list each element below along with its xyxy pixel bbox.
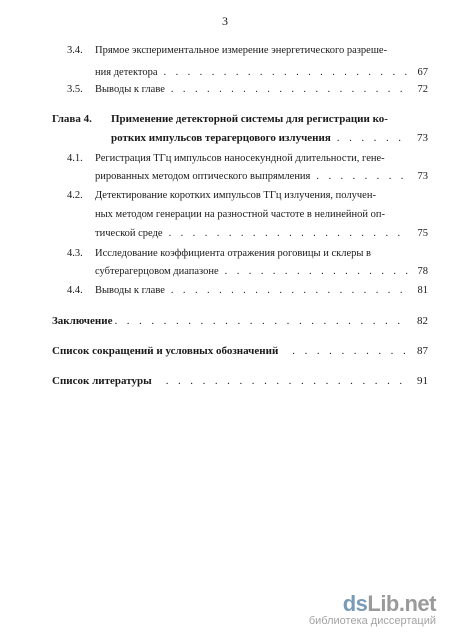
toc-title-line: Заключение xyxy=(52,315,113,327)
toc-title-line: Детектирование коротких импульсов ТГц излучения, получен- xyxy=(95,190,376,201)
toc-title-line: Выводы к главе xyxy=(95,285,165,296)
toc-title-line: ных методом генерации на разностной частоте в нелинейной оп- xyxy=(95,209,386,220)
section-number: 4.3. xyxy=(67,248,83,259)
toc-title-line: ния детектора xyxy=(95,67,158,78)
page-ref: 67 xyxy=(417,67,428,78)
dot-leader xyxy=(114,315,408,327)
toc-title-line: Прямое экспериментальное измерение энергетического разреше- xyxy=(95,45,388,56)
watermark-subtitle: библиотека диссертаций xyxy=(308,615,436,627)
dot-leader xyxy=(171,84,408,95)
dot-leader xyxy=(337,132,408,144)
page-number: 3 xyxy=(222,14,228,28)
section-number: 4.2. xyxy=(67,190,83,201)
chapter-label: Глава 4. xyxy=(52,113,92,125)
dot-leader xyxy=(292,345,408,357)
toc-title-line: Исследование коэффициента отражения роговицы и склеры в xyxy=(95,248,372,259)
dot-leader xyxy=(225,266,408,277)
toc-title-line: субтерагерцовом диапазоне xyxy=(95,266,219,277)
toc-title-line: тической среде xyxy=(95,228,163,239)
section-number: 4.1. xyxy=(67,153,83,164)
toc-title-line: Список литературы xyxy=(52,375,152,387)
toc-title-line: рированных методом оптического выпрямления xyxy=(95,171,311,182)
dslib-logo: dsLib.net xyxy=(342,591,436,616)
page-ref: 75 xyxy=(417,228,428,239)
section-number: 3.4. xyxy=(67,45,83,56)
toc-title-line: Список сокращений и условных обозначений xyxy=(52,345,279,357)
dot-leader xyxy=(316,171,408,182)
page-ref: 78 xyxy=(417,266,428,277)
dot-leader xyxy=(166,375,408,387)
page-ref: 73 xyxy=(417,171,428,182)
section-number: 3.5. xyxy=(67,84,83,95)
page-ref: 81 xyxy=(417,285,428,296)
toc-title-line: Выводы к главе xyxy=(95,84,165,95)
page-ref: 73 xyxy=(417,132,428,144)
dot-leader xyxy=(171,285,408,296)
toc-title-line: ротких импульсов терагерцового излучения xyxy=(111,132,331,144)
page-ref: 72 xyxy=(417,84,428,95)
toc-title-line: Применение детекторной системы для регистрации ко- xyxy=(111,113,388,125)
page-ref: 87 xyxy=(417,345,428,357)
dslib-watermark xyxy=(309,591,436,627)
toc-title-line: Регистрация ТГц импульсов наносекундной длительности, гене- xyxy=(95,153,385,164)
page-ref: 91 xyxy=(417,375,428,387)
dot-leader xyxy=(164,67,408,78)
page-ref: 82 xyxy=(417,315,428,327)
dot-leader xyxy=(169,228,408,239)
section-number: 4.4. xyxy=(67,285,83,296)
